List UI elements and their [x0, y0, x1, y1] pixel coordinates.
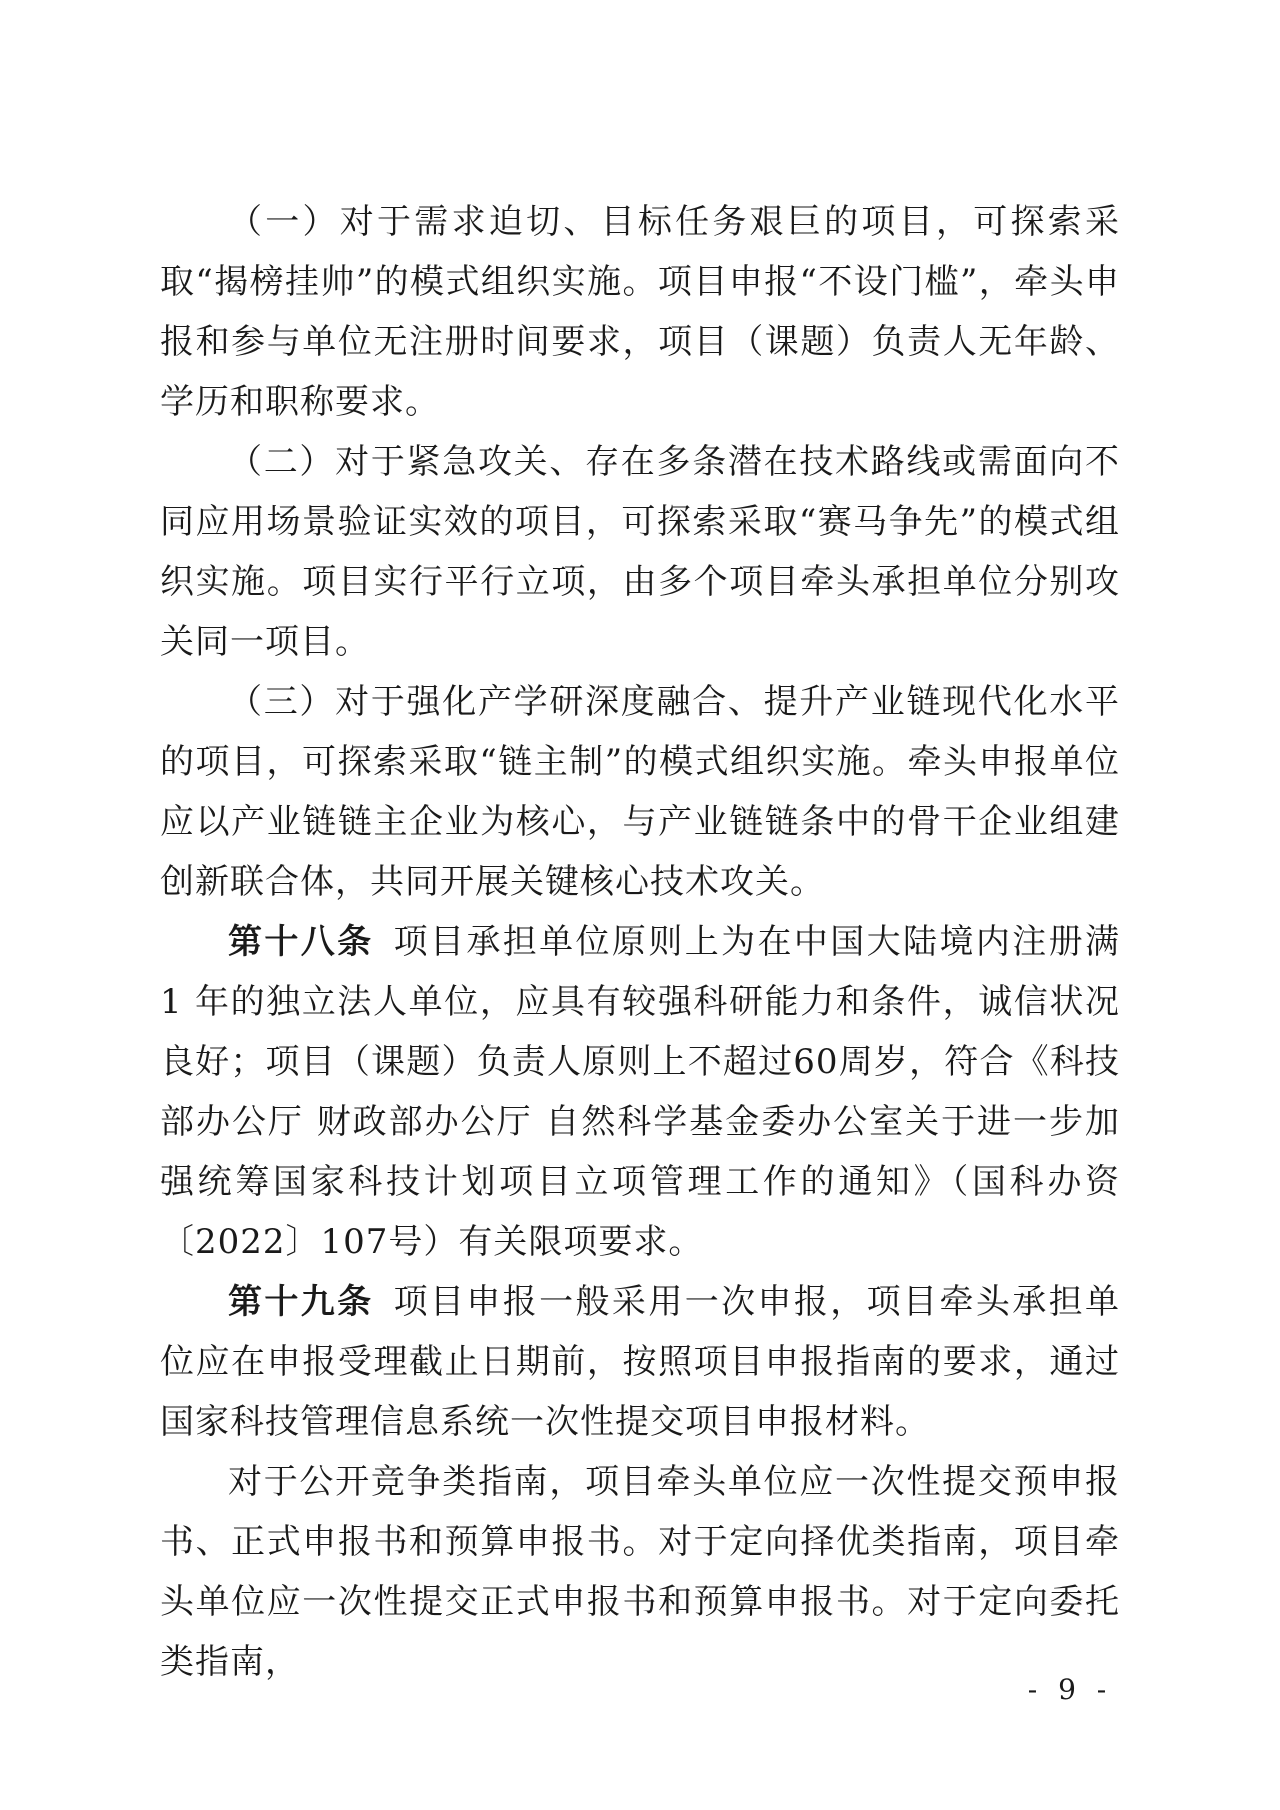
paragraph-2-text: （二）对于紧急攻关、存在多条潜在技术路线或需面向不同应用场景验证实效的项目，可探索采取“赛马争先”的模式组织实施。项目实行平行立项，由多个项目牵头承担单位分别攻关同一项目。 — [160, 442, 1120, 662]
article-18-heading: 第十八条 — [228, 922, 374, 962]
article-18 — [160, 912, 1120, 1272]
article-19 — [160, 1272, 1120, 1452]
paragraph-6 — [160, 1452, 1120, 1692]
article-19-heading: 第十九条 — [228, 1282, 374, 1322]
paragraph-3 — [160, 672, 1120, 912]
paragraph-2 — [160, 432, 1120, 672]
paragraph-1-text: （一）对于需求迫切、目标任务艰巨的项目，可探索采取“揭榜挂帅”的模式组织实施。项目申报“不设门槛”，牵头申报和参与单位无注册时间要求，项目（课题）负责人无年龄、学历和职称要求。 — [160, 202, 1120, 422]
article-18-text: 项目承担单位原则上为在中国大陆境内注册满 1 年的独立法人单位，应具有较强科研能力和条件，诚信状况良好；项目（课题）负责人原则上不超过60周岁，符合《科技部办公厅 财政部办公厅 自然科学基金委办公室关于进一步加强统筹国家科技计划项目立项管理工作的通知》（国科办资〔2022〕107号）有关限项要求。 — [160, 922, 1121, 1262]
page-number: - 9 - — [1027, 1673, 1113, 1706]
article-19-text: 项目申报一般采用一次申报，项目牵头承担单位应在申报受理截止日期前，按照项目申报指南的要求，通过国家科技管理信息系统一次性提交项目申报材料。 — [160, 1282, 1121, 1442]
paragraph-6-text: 对于公开竞争类指南，项目牵头单位应一次性提交预申报书、正式申报书和预算申报书。对于定向择优类指南，项目牵头单位应一次性提交正式申报书和预算申报书。对于定向委托类指南， — [160, 1462, 1120, 1682]
paragraph-1 — [160, 192, 1120, 432]
document-body — [160, 192, 1120, 1692]
paragraph-3-text: （三）对于强化产学研深度融合、提升产业链现代化水平的项目，可探索采取“链主制”的模式组织实施。牵头申报单位应以产业链链主企业为核心，与产业链链条中的骨干企业组建创新联合体，共同开展关键核心技术攻关。 — [160, 682, 1120, 902]
